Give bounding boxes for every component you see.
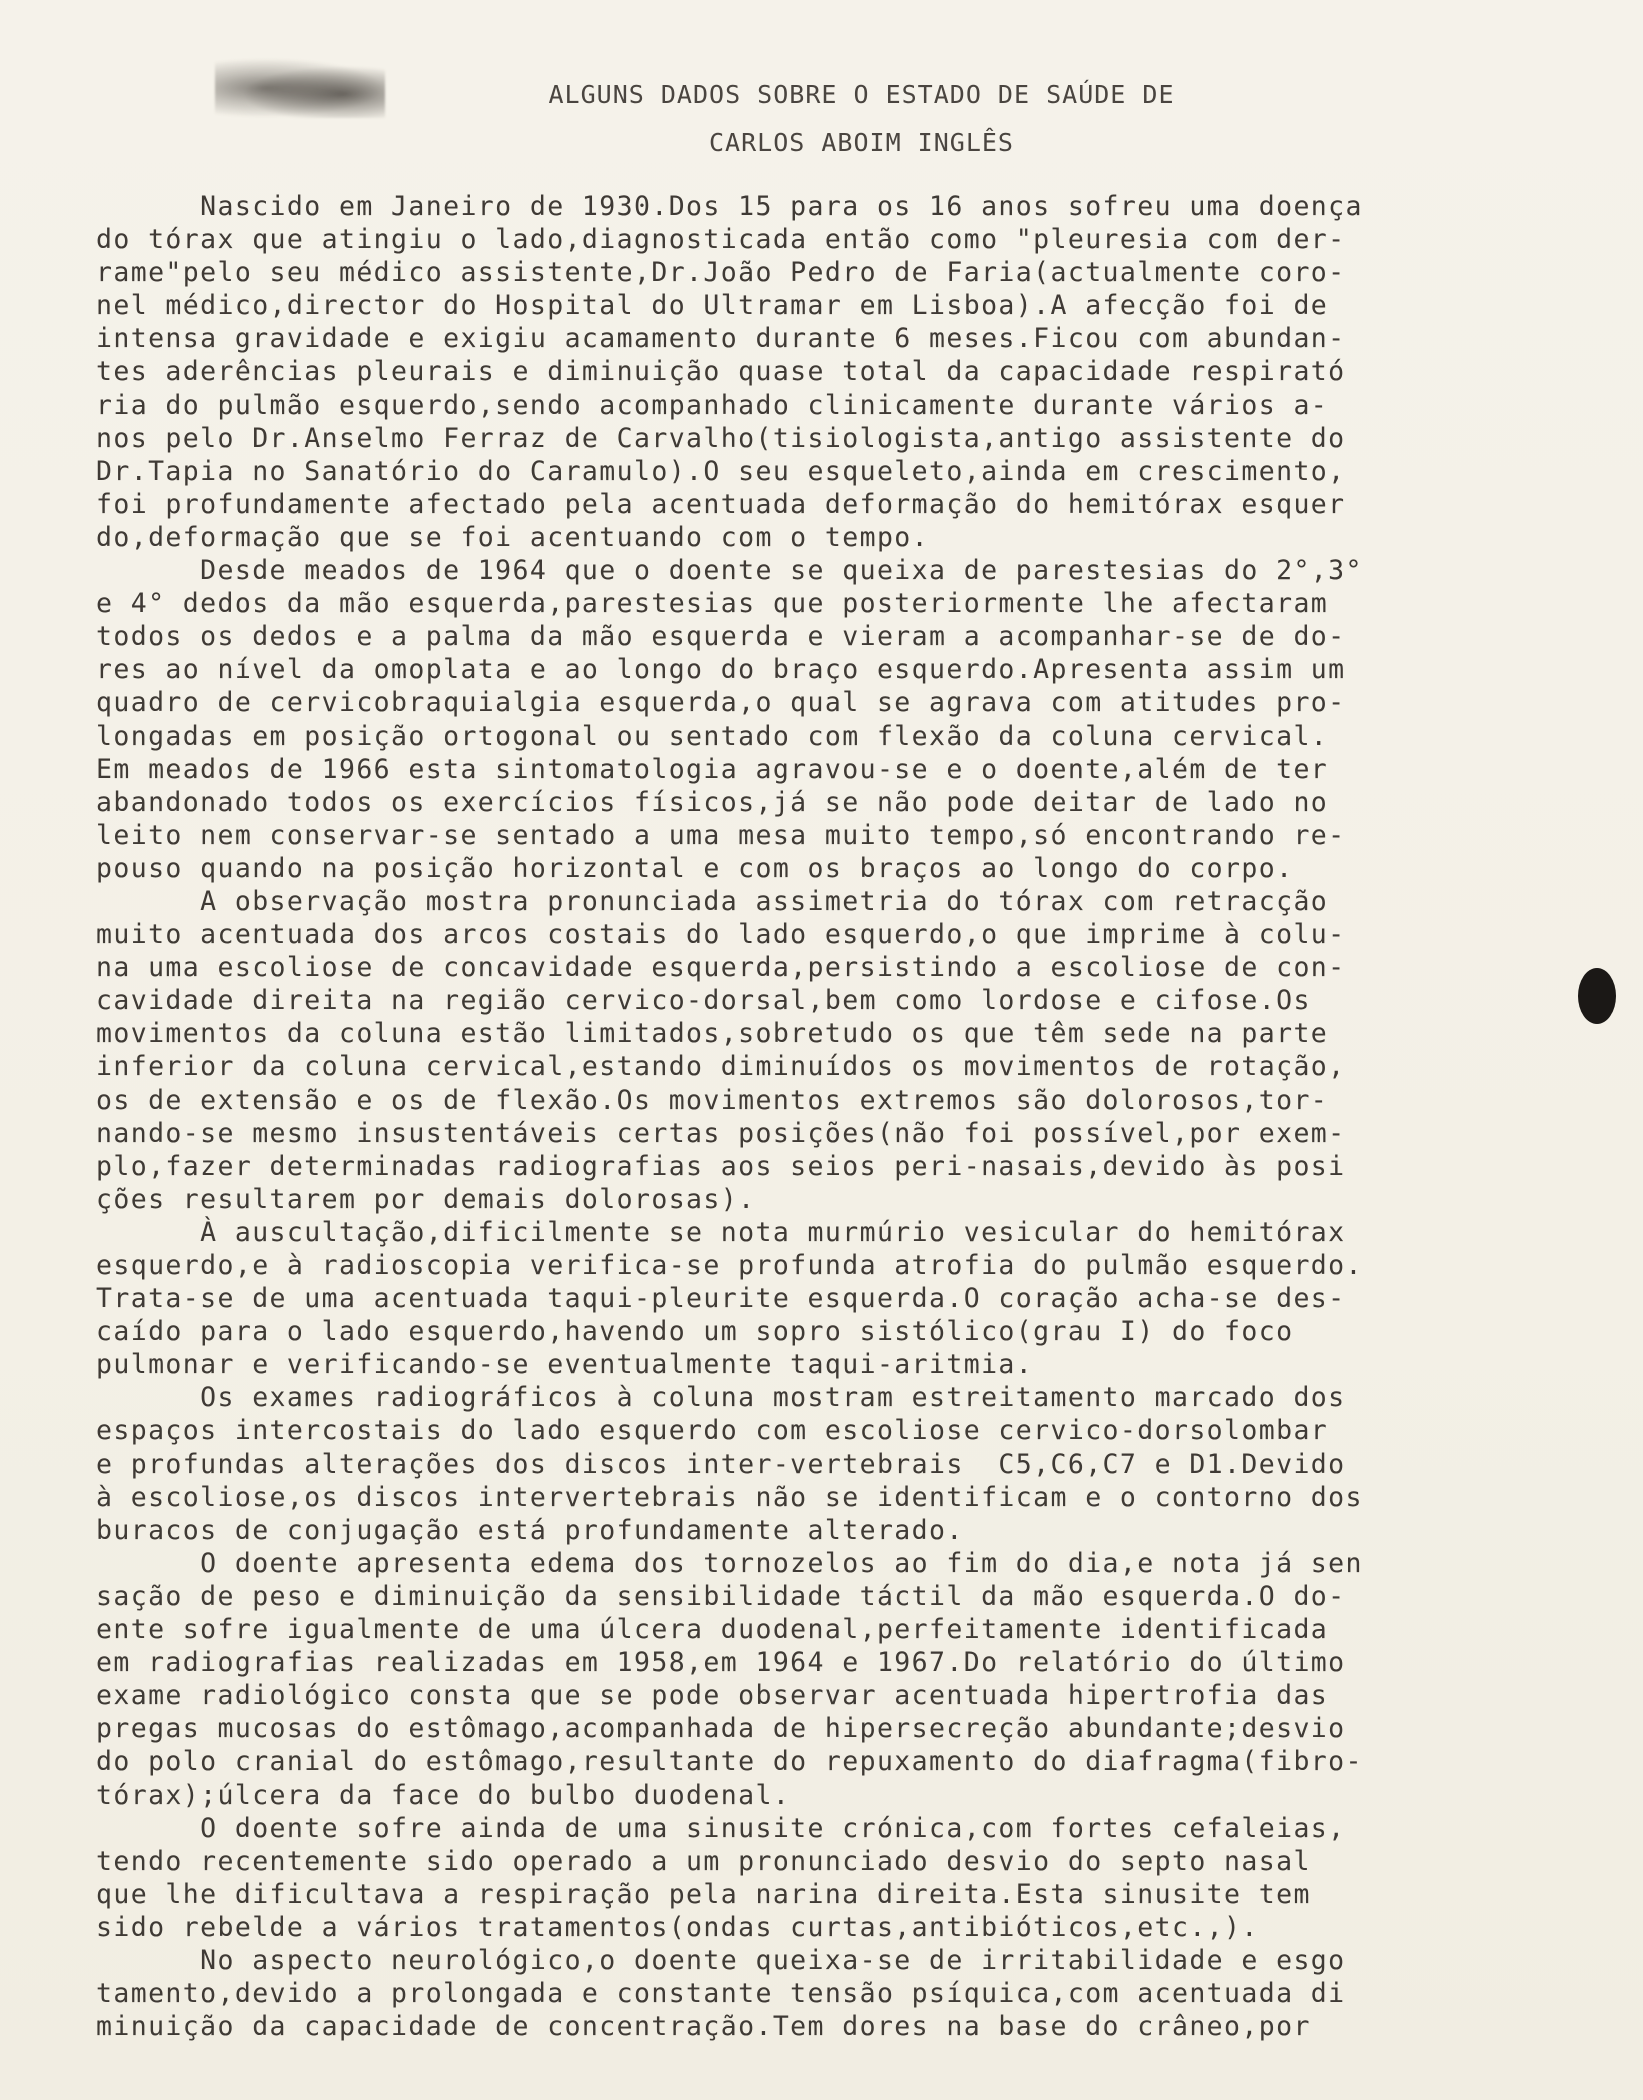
- text-line: inferior da coluna cervical,estando diminuídos os movimentos de rotação,: [96, 1051, 1346, 1083]
- text-line: O doente apresenta edema dos tornozelos ao fim do dia,e nota já sen: [96, 1547, 1363, 1579]
- text-line: exame radiológico consta que se pode observar acentuada hipertrofia das: [96, 1680, 1329, 1712]
- text-line: No aspecto neurológico,o doente queixa-se de irritabilidade e esgo: [96, 1944, 1346, 1976]
- text-line: Dr.Tapia no Sanatório do Caramulo).O seu esqueleto,ainda em crescimento,: [96, 455, 1346, 487]
- text-line: Nascido em Janeiro de 1930.Dos 15 para os 16 anos sofreu uma doença: [96, 191, 1363, 222]
- text-line: À auscultação,dificilmente se nota murmúrio vesicular do hemitórax: [96, 1216, 1346, 1248]
- document-title-line-2: CARLOS ABOIM INGLÊS: [709, 128, 1014, 157]
- text-line: sação de peso e diminuição da sensibilidade táctil da mão esquerda.O do-: [96, 1580, 1346, 1612]
- text-line: O doente sofre ainda de uma sinusite crónica,com fortes cefaleias,: [96, 1812, 1346, 1844]
- text-line: pregas mucosas do estômago,acompanhada de hipersecreção abundante;desvio: [96, 1713, 1346, 1745]
- text-line: nando-se mesmo insustentáveis certas posições(não foi possível,por exem-: [96, 1117, 1346, 1149]
- text-line: foi profundamente afectado pela acentuada deformação do hemitórax esquer: [96, 488, 1346, 520]
- text-line: longadas em posição ortogonal ou sentado com flexão da coluna cervical.: [96, 720, 1329, 752]
- text-line: cavidade direita na região cervico-dorsal,bem como lordose e cifose.Os: [96, 985, 1311, 1017]
- text-line: espaços intercostais do lado esquerdo com escoliose cervico-dorsolombar: [96, 1415, 1329, 1447]
- text-line: esquerdo,e à radioscopia verifica-se profunda atrofia do pulmão esquerdo.: [96, 1250, 1363, 1281]
- text-line: buracos de conjugação está profundamente alterado.: [96, 1514, 964, 1546]
- text-line: em radiografias realizadas em 1958,em 1964 e 1967.Do relatório do último: [96, 1647, 1346, 1679]
- document-title-line-1: ALGUNS DADOS SOBRE O ESTADO DE SAÚDE DE: [548, 80, 1175, 109]
- text-line: todos os dedos e a palma da mão esquerda e vieram a acompanhar-se de do-: [96, 621, 1346, 653]
- text-line: ções resultarem por demais dolorosas).: [96, 1183, 756, 1215]
- text-line: do polo cranial do estômago,resultante do repuxamento do diafragma(fibro-: [96, 1746, 1363, 1778]
- text-line: pouso quando na posição horizontal e com os braços ao longo do corpo.: [96, 852, 1294, 884]
- text-line: pulmonar e verificando-se eventualmente taqui-aritmia.: [96, 1349, 1034, 1381]
- text-line: muito acentuada dos arcos costais do lado esquerdo,o que imprime à colu-: [96, 919, 1346, 951]
- text-line: à escoliose,os discos intervertebrais não se identificam e o contorno dos: [96, 1481, 1363, 1513]
- text-line: tes aderências pleurais e diminuição quase total da capacidade respirató: [96, 356, 1346, 388]
- text-line: do tórax que atingiu o lado,diagnosticada então como "pleuresia com der-: [96, 224, 1346, 256]
- document-body: [96, 190, 1596, 2043]
- text-line: res ao nível da omoplata e ao longo do braço esquerdo.Apresenta assim um: [96, 654, 1346, 686]
- text-line: plo,fazer determinadas radiografias aos seios peri-nasais,devido às posi: [96, 1150, 1346, 1182]
- text-line: rame"pelo seu médico assistente,Dr.João Pedro de Faria(actualmente coro-: [96, 257, 1346, 289]
- text-line: ente sofre igualmente de uma úlcera duodenal,perfeitamente identificada: [96, 1614, 1329, 1646]
- text-line: nos pelo Dr.Anselmo Ferraz de Carvalho(tisiologista,antigo assistente do: [96, 422, 1346, 454]
- text-line: ria do pulmão esquerdo,sendo acompanhado clinicamente durante vários a-: [96, 389, 1329, 421]
- text-line: movimentos da coluna estão limitados,sobretudo os que têm sede na parte: [96, 1018, 1329, 1050]
- text-line: minuição da capacidade de concentração.Tem dores na base do crâneo,por: [96, 2011, 1311, 2043]
- text-line: e profundas alterações dos discos inter-vertebrais C5,C6,C7 e D1.Devido: [96, 1448, 1346, 1480]
- text-line: intensa gravidade e exigiu acamamento durante 6 meses.Ficou com abundan-: [96, 323, 1346, 355]
- text-line: nel médico,director do Hospital do Ultramar em Lisboa).A afecção foi de: [96, 290, 1329, 322]
- text-line: abandonado todos os exercícios físicos,já se não pode deitar de lado no: [96, 786, 1329, 818]
- text-line: do,deformação que se foi acentuando com o tempo.: [96, 521, 930, 553]
- text-line: Os exames radiográficos à coluna mostram estreitamento marcado dos: [96, 1382, 1346, 1414]
- text-line: caído para o lado esquerdo,havendo um sopro sistólico(grau I) do foco: [96, 1316, 1294, 1348]
- text-line: na uma escoliose de concavidade esquerda,persistindo a escoliose de con-: [96, 952, 1346, 984]
- text-line: e 4° dedos da mão esquerda,parestesias que posteriormente lhe afectaram: [96, 588, 1329, 620]
- text-line: quadro de cervicobraquialgia esquerda,o qual se agrava com atitudes pro-: [96, 687, 1346, 719]
- text-line: Em meados de 1966 esta sintomatologia agravou-se e o doente,além de ter: [96, 753, 1329, 785]
- text-line: leito nem conservar-se sentado a uma mesa muito tempo,só encontrando re-: [96, 819, 1346, 851]
- text-line: tamento,devido a prolongada e constante tensão psíquica,com acentuada di: [96, 1978, 1346, 2010]
- text-line: tórax);úlcera da face do bulbo duodenal.: [96, 1779, 791, 1811]
- text-line: A observação mostra pronunciada assimetria do tórax com retracção: [96, 885, 1329, 917]
- text-line: que lhe dificultava a respiração pela narina direita.Esta sinusite tem: [96, 1878, 1311, 1910]
- text-line: Desde meados de 1964 que o doente se queixa de parestesias do 2°,3°: [96, 555, 1363, 587]
- text-line: Trata-se de uma acentuada taqui-pleurite esquerda.O coração acha-se des-: [96, 1283, 1346, 1315]
- text-line: os de extensão e os de flexão.Os movimentos extremos são dolorosos,tor-: [96, 1084, 1329, 1116]
- text-line: sido rebelde a vários tratamentos(ondas curtas,antibióticos,etc.,).: [96, 1911, 1259, 1943]
- text-line: tendo recentemente sido operado a um pronunciado desvio do septo nasal: [96, 1845, 1311, 1877]
